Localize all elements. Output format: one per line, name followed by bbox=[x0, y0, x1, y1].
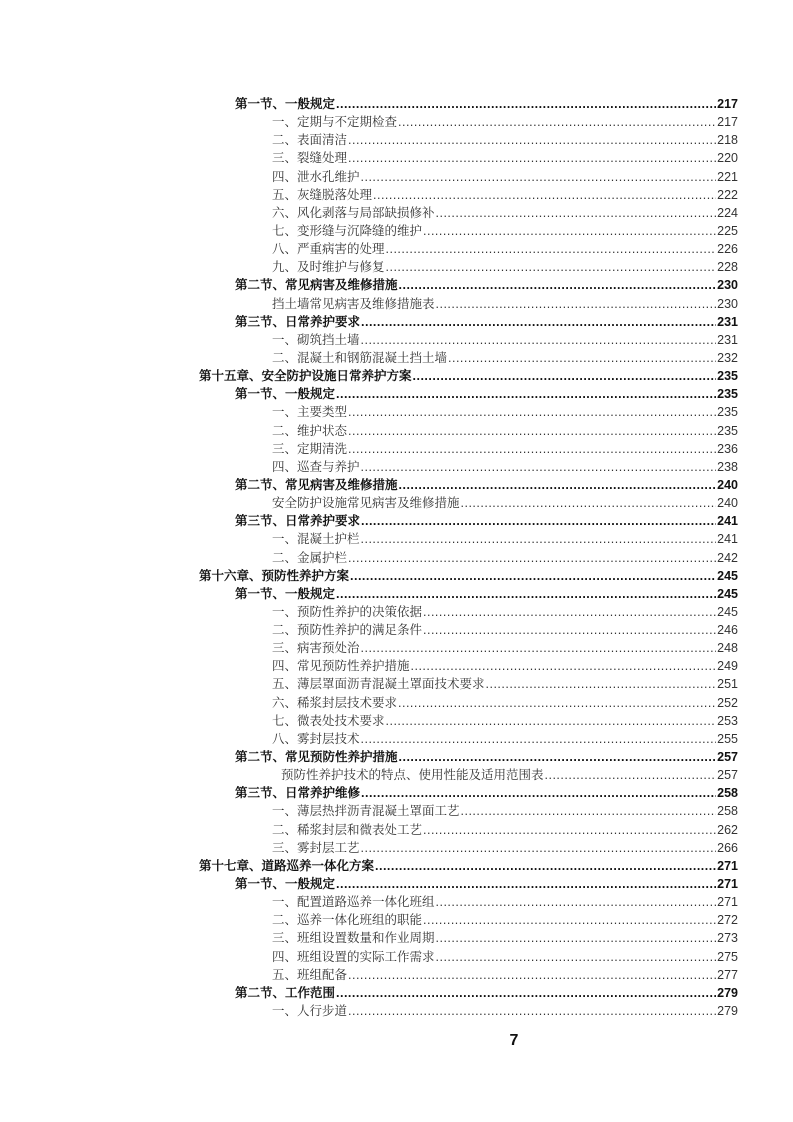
toc-item-entry[interactable] bbox=[272, 422, 738, 440]
dot-leader bbox=[336, 95, 716, 113]
toc-entry-page: 258 bbox=[717, 804, 738, 819]
toc-entry-title: 第一节、一般规定 bbox=[235, 876, 336, 892]
toc-entry-title: 第二节、常见病害及维修措施 bbox=[235, 277, 398, 293]
dot-leader bbox=[373, 186, 716, 204]
dot-leader bbox=[348, 422, 716, 440]
toc-entry-title: 二、巡养一体化班组的职能 bbox=[272, 912, 423, 928]
toc-entry-page: 224 bbox=[717, 205, 738, 220]
toc-table-entry-entry[interactable] bbox=[272, 494, 738, 512]
toc-entry-title: 一、混凝土护栏 bbox=[272, 531, 360, 547]
toc-entry-title: 安全防护设施常见病害及维修措施 bbox=[272, 495, 460, 511]
toc-entry-page: 279 bbox=[717, 1004, 738, 1018]
toc-entry-page: 235 bbox=[717, 405, 738, 420]
toc-section-entry[interactable] bbox=[235, 512, 738, 530]
dot-leader bbox=[545, 766, 717, 784]
toc-entry-title: 第二节、常见预防性养护措施 bbox=[235, 749, 398, 765]
toc-entry-page: 240 bbox=[717, 477, 738, 492]
toc-item-entry[interactable] bbox=[272, 349, 738, 367]
toc-entry-page: 279 bbox=[717, 985, 738, 1000]
dot-leader bbox=[399, 476, 717, 494]
dot-leader bbox=[348, 549, 716, 567]
toc-entry-page: 230 bbox=[717, 278, 738, 293]
toc-item-entry[interactable] bbox=[272, 331, 738, 349]
toc-entry-page: 238 bbox=[717, 459, 738, 474]
toc-entry-page: 277 bbox=[717, 967, 738, 982]
toc-entry-title: 一、砌筑挡土墙 bbox=[272, 331, 360, 347]
dot-leader bbox=[348, 966, 716, 984]
toc-entry-page: 241 bbox=[717, 514, 738, 529]
toc-entry-page: 253 bbox=[717, 713, 738, 728]
toc-entry-title: 第三节、日常养护要求 bbox=[235, 313, 361, 329]
toc-item-entry[interactable] bbox=[272, 966, 738, 984]
toc-item-entry[interactable] bbox=[272, 657, 738, 675]
toc-entry-title: 第三节、日常养护维修 bbox=[235, 785, 361, 801]
toc-section-entry[interactable] bbox=[235, 984, 738, 1002]
toc-entry-page: 222 bbox=[717, 187, 738, 202]
dot-leader bbox=[423, 603, 716, 621]
toc-entry-page: 226 bbox=[717, 242, 738, 257]
dot-leader bbox=[399, 748, 717, 766]
dot-leader bbox=[361, 458, 717, 476]
toc-entry-page: 230 bbox=[717, 296, 738, 311]
dot-leader bbox=[423, 222, 716, 240]
toc-entry-page: 275 bbox=[717, 949, 738, 964]
toc-table-entry-entry[interactable] bbox=[272, 295, 738, 313]
toc-entry-page: 257 bbox=[717, 768, 738, 783]
toc-entry-page: 220 bbox=[717, 151, 738, 166]
dot-leader bbox=[386, 240, 717, 258]
toc-item-entry[interactable] bbox=[272, 403, 738, 421]
toc-entry-page: 262 bbox=[717, 822, 738, 837]
toc-entry-page: 249 bbox=[717, 659, 738, 674]
dot-leader bbox=[361, 639, 717, 657]
dot-leader bbox=[350, 567, 716, 585]
toc-entry-title: 一、主要类型 bbox=[272, 404, 348, 420]
toc-entry-page: 245 bbox=[717, 586, 738, 601]
toc-entry-page: 271 bbox=[717, 877, 738, 892]
toc-entry-page: 258 bbox=[717, 786, 738, 801]
dot-leader bbox=[436, 204, 717, 222]
dot-leader bbox=[348, 403, 716, 421]
toc-item-entry[interactable] bbox=[272, 948, 738, 966]
toc-entry-page: 271 bbox=[717, 895, 738, 910]
toc-entry-title: 四、常见预防性养护措施 bbox=[272, 658, 410, 674]
toc-item-entry[interactable] bbox=[272, 240, 738, 258]
toc-entry-page: 235 bbox=[717, 387, 738, 402]
toc-item-entry[interactable] bbox=[272, 131, 738, 149]
toc-entry-title: 八、严重病害的处理 bbox=[272, 241, 385, 257]
toc-item-entry[interactable] bbox=[272, 458, 738, 476]
toc-item-entry[interactable] bbox=[272, 911, 738, 929]
toc-entry-page: 217 bbox=[717, 97, 738, 111]
toc-entry-page: 218 bbox=[717, 133, 738, 148]
dot-leader bbox=[348, 149, 716, 167]
dot-leader bbox=[386, 712, 717, 730]
toc-entry-title: 挡土墙常见病害及维修措施表 bbox=[272, 295, 435, 311]
toc-entry-page: 257 bbox=[717, 750, 738, 765]
toc-section-entry[interactable] bbox=[235, 476, 738, 494]
toc-chapter-entry[interactable] bbox=[199, 567, 738, 585]
toc-chapter-entry[interactable] bbox=[199, 367, 738, 385]
toc-item-entry[interactable] bbox=[272, 675, 738, 693]
toc-entry-title: 三、班组设置数量和作业周期 bbox=[272, 930, 435, 946]
toc-entry-page: 231 bbox=[717, 314, 738, 329]
toc-entry-title: 八、雾封层技术 bbox=[272, 730, 360, 746]
toc-item-entry[interactable] bbox=[272, 893, 738, 911]
toc-item-entry[interactable] bbox=[272, 821, 738, 839]
toc-entry-page: 245 bbox=[717, 568, 738, 583]
toc-entry-title: 第二节、常见病害及维修措施 bbox=[235, 476, 398, 492]
dot-leader bbox=[361, 730, 717, 748]
dot-leader bbox=[386, 258, 717, 276]
toc-entry-page: 272 bbox=[717, 913, 738, 928]
toc-entry-title: 二、维护状态 bbox=[272, 422, 348, 438]
toc-entry-title: 五、薄层罩面沥青混凝土罩面技术要求 bbox=[272, 676, 485, 692]
toc-section-entry[interactable] bbox=[235, 276, 738, 294]
toc-entry-title: 四、班组设置的实际工作需求 bbox=[272, 948, 435, 964]
toc-entry-title: 一、薄层热拌沥青混凝土罩面工艺 bbox=[272, 803, 460, 819]
toc-item-entry[interactable] bbox=[272, 802, 738, 820]
toc-item-entry[interactable] bbox=[272, 730, 738, 748]
toc-entry-title: 五、班组配备 bbox=[272, 966, 348, 982]
toc-section-entry[interactable] bbox=[235, 748, 738, 766]
toc-item-entry[interactable] bbox=[272, 113, 738, 131]
toc-entry-page: 217 bbox=[717, 115, 738, 130]
dot-leader bbox=[436, 948, 717, 966]
dot-leader bbox=[398, 113, 716, 131]
toc-entry-title: 五、灰缝脱落处理 bbox=[272, 186, 373, 202]
toc-entry-page: 241 bbox=[717, 532, 738, 547]
toc-section-entry[interactable] bbox=[235, 385, 738, 403]
toc-entry-page: 235 bbox=[717, 423, 738, 438]
toc-entry-title: 四、巡查与养护 bbox=[272, 458, 360, 474]
dot-leader bbox=[436, 295, 717, 313]
dot-leader bbox=[361, 313, 716, 331]
toc-entry-title: 第一节、一般规定 bbox=[235, 585, 336, 601]
dot-leader bbox=[361, 784, 716, 802]
dot-leader bbox=[423, 621, 716, 639]
dot-leader bbox=[361, 530, 717, 548]
dot-leader bbox=[436, 893, 717, 911]
toc-entry-page: 251 bbox=[717, 677, 738, 692]
dot-leader bbox=[336, 385, 716, 403]
dot-leader bbox=[361, 512, 716, 530]
toc-entry-title: 二、预防性养护的满足条件 bbox=[272, 622, 423, 638]
toc-entry-page: 255 bbox=[717, 731, 738, 746]
toc-entry-page: 221 bbox=[717, 169, 738, 184]
toc-entry-title: 第二节、工作范围 bbox=[235, 984, 336, 1000]
toc-entry-page: 235 bbox=[717, 369, 738, 384]
toc-entry-title: 七、变形缝与沉降缝的维护 bbox=[272, 222, 423, 238]
toc-entry-page: 246 bbox=[717, 623, 738, 638]
dot-leader bbox=[436, 929, 717, 947]
dot-leader bbox=[375, 857, 716, 875]
toc-entry-page: 252 bbox=[717, 695, 738, 710]
toc-item-entry[interactable] bbox=[272, 258, 738, 276]
toc-entry-title: 九、及时维护与修复 bbox=[272, 259, 385, 275]
toc-item-entry[interactable] bbox=[272, 149, 738, 167]
dot-leader bbox=[399, 276, 717, 294]
toc-item-entry[interactable] bbox=[272, 1002, 738, 1020]
toc-section-entry[interactable] bbox=[235, 95, 738, 113]
toc-entry-title: 七、微表处技术要求 bbox=[272, 712, 385, 728]
dot-leader bbox=[336, 984, 716, 1002]
toc-item-entry[interactable] bbox=[272, 168, 738, 186]
dot-leader bbox=[411, 657, 717, 675]
toc-entry-title: 二、金属护栏 bbox=[272, 549, 348, 565]
toc-entry-title: 三、定期清洗 bbox=[272, 440, 348, 456]
dot-leader bbox=[361, 331, 717, 349]
dot-leader bbox=[413, 367, 717, 385]
dot-leader bbox=[486, 675, 717, 693]
dot-leader bbox=[423, 821, 716, 839]
toc-item-entry[interactable] bbox=[272, 440, 738, 458]
dot-leader bbox=[336, 585, 716, 603]
dot-leader bbox=[448, 349, 716, 367]
toc-entry-title: 二、混凝土和钢筋混凝土挡土墙 bbox=[272, 349, 448, 365]
toc-item-entry[interactable] bbox=[272, 186, 738, 204]
toc-entry-page: 245 bbox=[717, 604, 738, 619]
toc-entry-title: 四、泄水孔维护 bbox=[272, 168, 360, 184]
toc-item-entry[interactable] bbox=[272, 712, 738, 730]
toc-entry-title: 三、雾封层工艺 bbox=[272, 839, 360, 855]
toc-item-entry[interactable] bbox=[272, 549, 738, 567]
page-number: 7 bbox=[509, 1032, 519, 1049]
toc-item-entry[interactable] bbox=[272, 929, 738, 947]
toc-entry-page: 236 bbox=[717, 441, 738, 456]
toc-section-entry[interactable] bbox=[235, 784, 738, 802]
toc-entry-title: 第一节、一般规定 bbox=[235, 96, 336, 111]
dot-leader bbox=[361, 839, 717, 857]
toc-entry-page: 248 bbox=[717, 641, 738, 656]
dot-leader bbox=[361, 168, 717, 186]
toc-item-entry[interactable] bbox=[272, 530, 738, 548]
dot-leader bbox=[348, 131, 716, 149]
toc-entry-title: 第三节、日常养护要求 bbox=[235, 513, 361, 529]
toc-entry-title: 第十七章、道路巡养一体化方案 bbox=[199, 857, 375, 873]
toc-item-entry[interactable] bbox=[272, 603, 738, 621]
toc-item-entry[interactable] bbox=[272, 639, 738, 657]
toc-entry-title: 第一节、一般规定 bbox=[235, 386, 336, 402]
toc-entry-page: 240 bbox=[717, 496, 738, 511]
toc-section-entry[interactable] bbox=[235, 313, 738, 331]
toc-entry-title: 一、预防性养护的决策依据 bbox=[272, 603, 423, 619]
toc-entry-title: 三、病害预处治 bbox=[272, 640, 360, 656]
toc-item-entry[interactable] bbox=[272, 839, 738, 857]
toc-item-entry[interactable] bbox=[272, 621, 738, 639]
toc-entry-page: 231 bbox=[717, 332, 738, 347]
toc-entry-title: 三、裂缝处理 bbox=[272, 150, 348, 166]
toc-entry-page: 242 bbox=[717, 550, 738, 565]
toc-entry-page: 232 bbox=[717, 350, 738, 365]
toc-section-entry[interactable] bbox=[235, 585, 738, 603]
dot-leader bbox=[398, 694, 716, 712]
toc-entry-page: 273 bbox=[717, 931, 738, 946]
toc-entry-title: 二、稀浆封层和微表处工艺 bbox=[272, 821, 423, 837]
toc-entry-page: 266 bbox=[717, 840, 738, 855]
dot-leader bbox=[461, 494, 717, 512]
toc-item-entry[interactable] bbox=[272, 204, 738, 222]
toc-chapter-entry[interactable] bbox=[199, 857, 738, 875]
dot-leader bbox=[348, 1002, 716, 1020]
toc-entry-title: 一、人行步道 bbox=[272, 1003, 348, 1018]
toc-item-entry[interactable] bbox=[272, 222, 738, 240]
dot-leader bbox=[461, 802, 717, 820]
toc-entry-title: 第十五章、安全防护设施日常养护方案 bbox=[199, 368, 412, 384]
toc-entry-page: 271 bbox=[717, 858, 738, 873]
toc-entry-title: 六、稀浆封层技术要求 bbox=[272, 694, 398, 710]
toc-entry-title: 二、表面清洁 bbox=[272, 132, 348, 148]
toc-entry-title: 一、定期与不定期检查 bbox=[272, 114, 398, 130]
toc-entry-page: 228 bbox=[717, 260, 738, 275]
dot-leader bbox=[336, 875, 716, 893]
toc-table-entry-entry[interactable] bbox=[281, 766, 738, 784]
toc-section-entry[interactable] bbox=[235, 875, 738, 893]
toc-entry-title: 预防性养护技术的特点、使用性能及适用范围表 bbox=[281, 767, 544, 783]
toc-entry-title: 六、风化剥落与局部缺损修补 bbox=[272, 204, 435, 220]
toc-entry-title: 第十六章、预防性养护方案 bbox=[199, 567, 350, 583]
toc-item-entry[interactable] bbox=[272, 694, 738, 712]
toc-entry-page: 225 bbox=[717, 223, 738, 238]
dot-leader bbox=[423, 911, 716, 929]
dot-leader bbox=[348, 440, 716, 458]
toc-entry-title: 一、配置道路巡养一体化班组 bbox=[272, 894, 435, 910]
